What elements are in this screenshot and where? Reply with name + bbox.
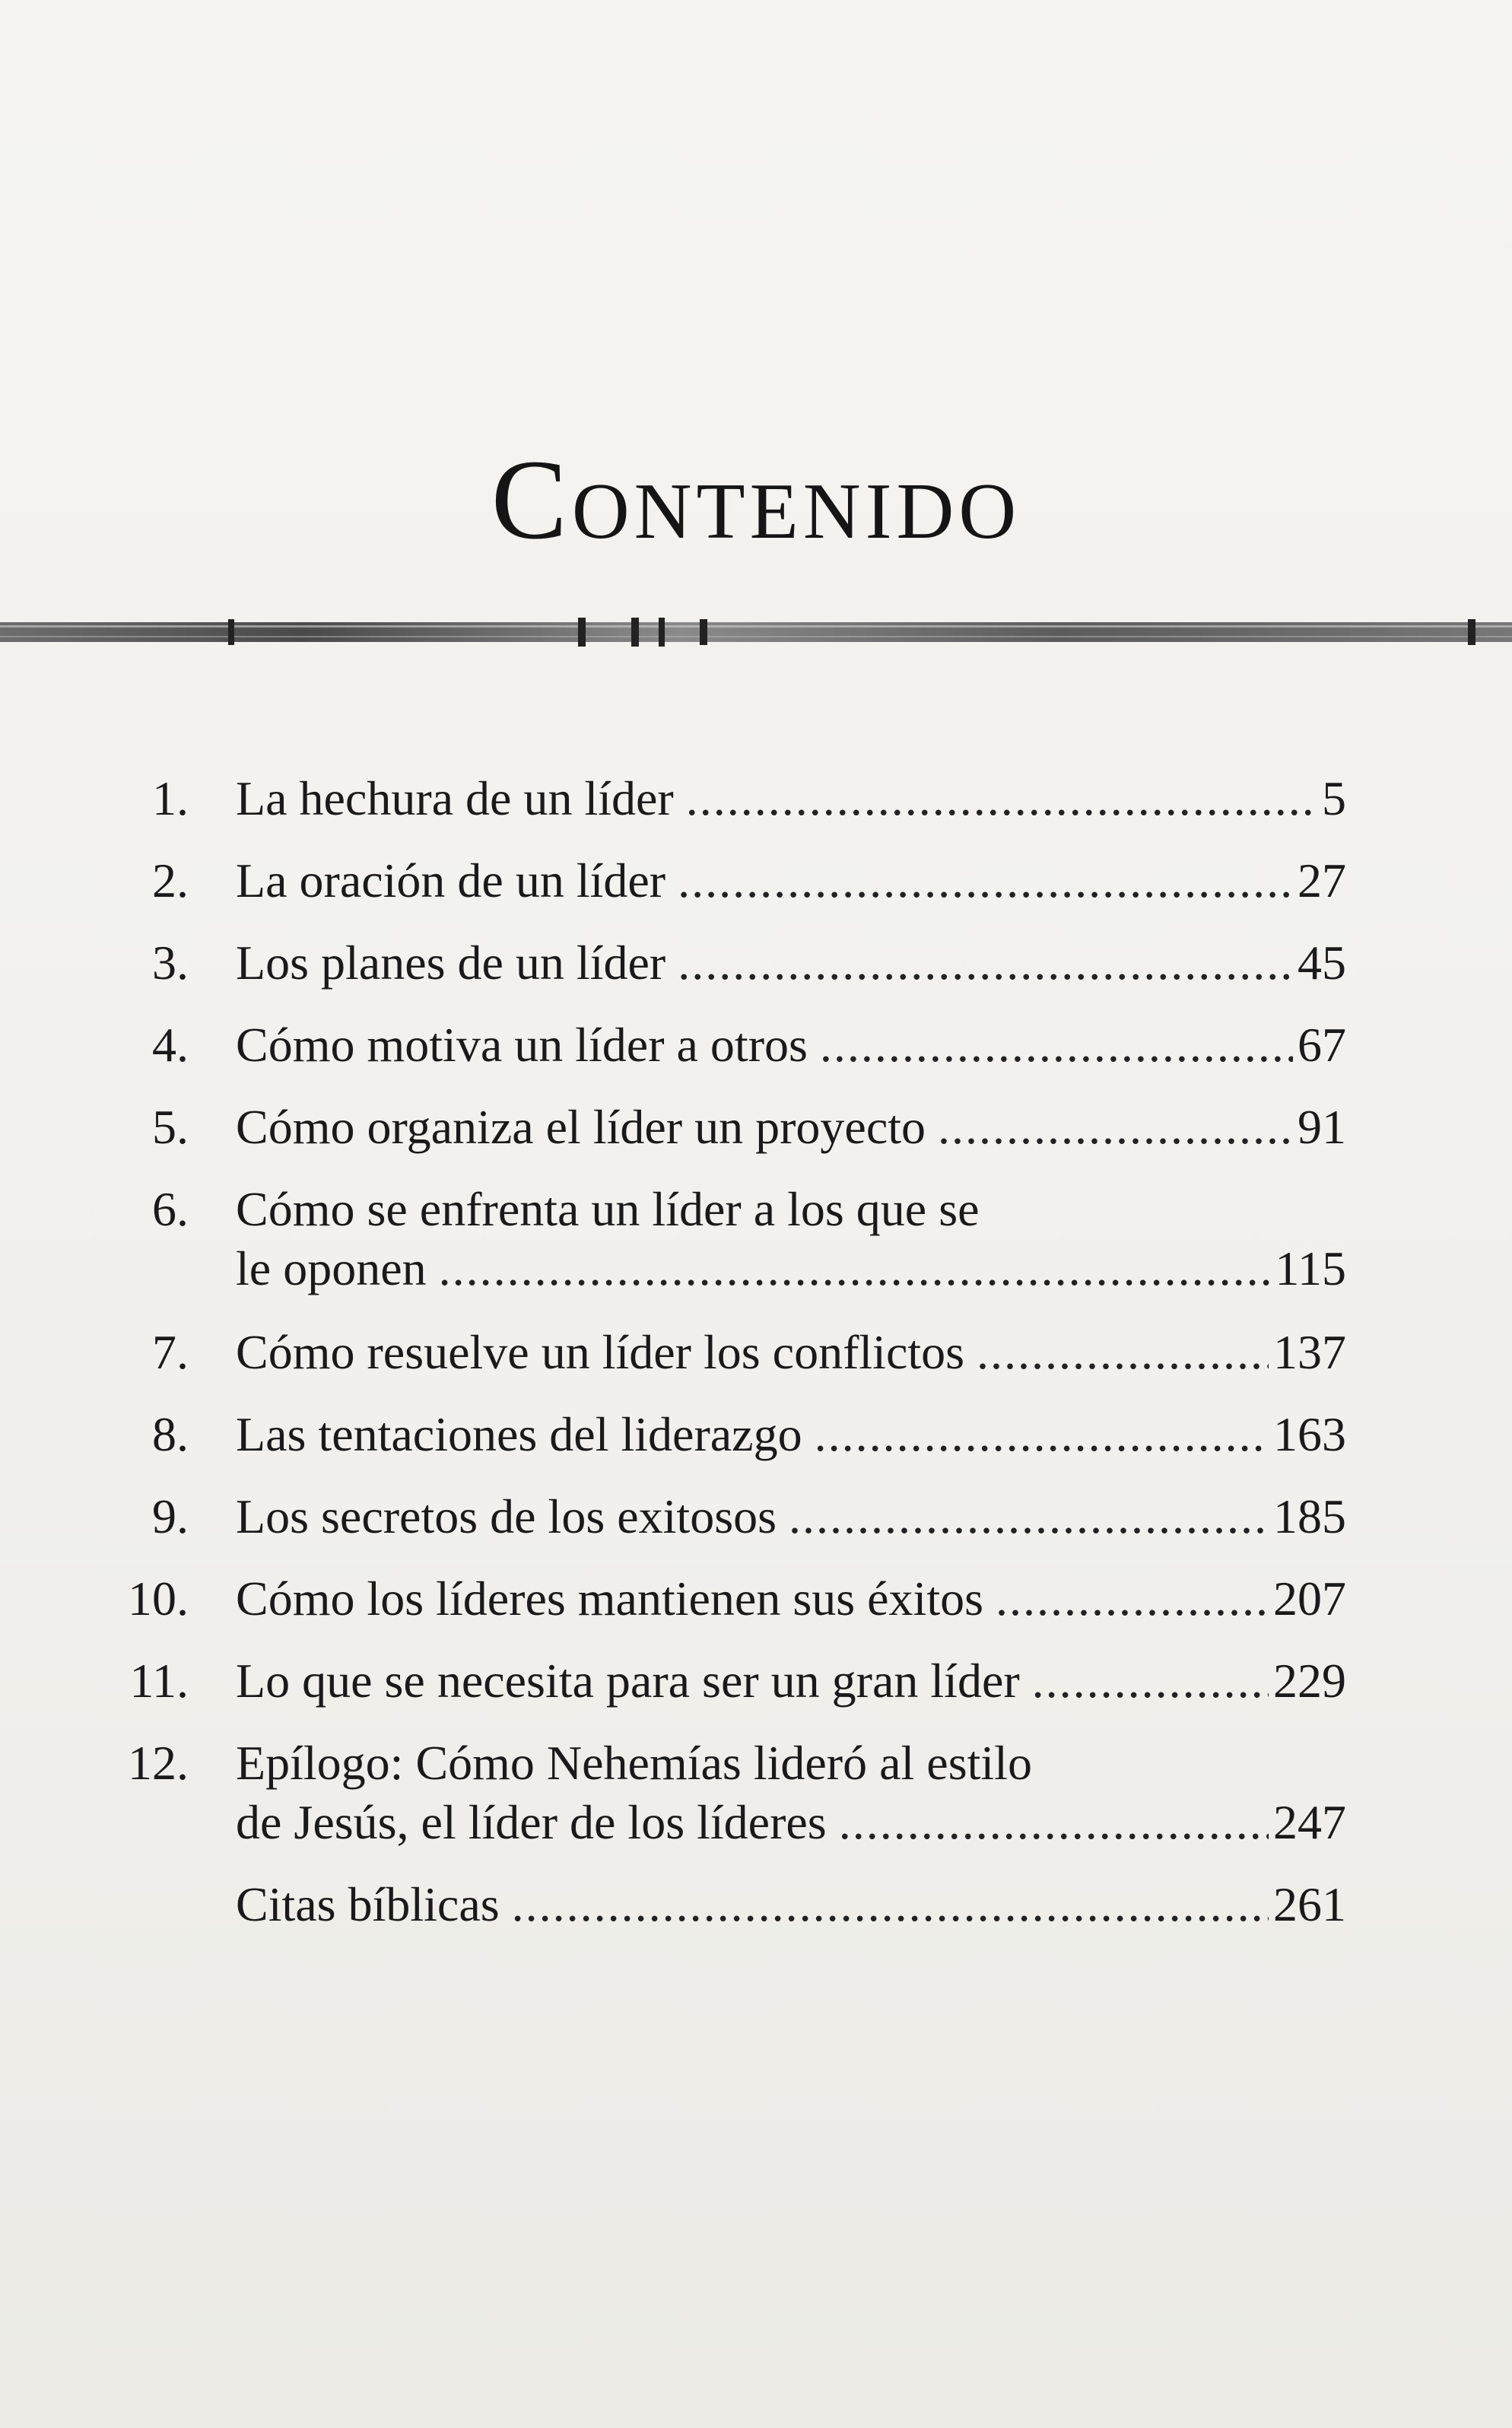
chapter-number: 3. [152, 936, 189, 990]
chapter-title: Cómo organiza el líder un proyecto [236, 1100, 926, 1154]
chapter-title: La hechura de un líder [236, 771, 674, 825]
leader-dots [839, 1792, 1269, 1853]
page-number: 261 [1273, 1877, 1346, 1931]
chapter-number: 11. [129, 1654, 189, 1708]
page-number: 45 [1298, 936, 1346, 990]
page-number: 27 [1298, 853, 1346, 907]
chapter-title: le oponen [236, 1241, 427, 1295]
leader-dots [1032, 1651, 1269, 1711]
page-number: 115 [1275, 1241, 1346, 1295]
chapter-title: de Jesús, el líder de los líderes [236, 1795, 827, 1849]
chapter-number: 5. [152, 1100, 189, 1154]
chapter-number: 7. [152, 1325, 189, 1379]
page-number: 229 [1273, 1654, 1346, 1708]
page-number: 207 [1273, 1572, 1346, 1626]
chapter-number: 4. [152, 1018, 189, 1072]
decorative-rule [0, 615, 1512, 648]
page-number: 163 [1273, 1407, 1346, 1461]
chapter-number: 1. [152, 771, 189, 825]
chapter-title: La oración de un líder [236, 853, 666, 907]
chapter-title: Cómo resuelve un líder los conflictos [236, 1325, 965, 1379]
chapter-number: 2. [152, 853, 189, 907]
leader-dots [678, 850, 1293, 911]
leader-dots [977, 1322, 1269, 1383]
chapter-number: 12. [128, 1736, 189, 1790]
leader-dots [815, 1404, 1269, 1465]
chapter-title: Cómo motiva un líder a otros [236, 1018, 808, 1072]
chapter-number: 6. [152, 1182, 189, 1236]
page-number: 247 [1273, 1795, 1346, 1849]
leader-dots [938, 1097, 1293, 1158]
chapter-number: 9. [152, 1489, 189, 1543]
chapter-title: Las tentaciones del liderazgo [236, 1407, 802, 1461]
page-number: 5 [1322, 771, 1346, 825]
chapter-title: Lo que se necesita para ser un gran líder [236, 1654, 1020, 1708]
chapter-title: Citas bíblicas [236, 1877, 500, 1931]
chapter-title-line1: Epílogo: Cómo Nehemías lideró al estilo [236, 1736, 1032, 1790]
page-title: Contenido [491, 436, 1021, 563]
leader-dots [512, 1874, 1269, 1935]
leader-dots [678, 933, 1293, 993]
page-number: 185 [1273, 1489, 1346, 1543]
chapter-title: Cómo los líderes mantienen sus éxitos [236, 1572, 983, 1626]
chapter-title-line1: Cómo se enfrenta un líder a los que se [236, 1182, 980, 1236]
chapter-title: Los planes de un líder [236, 936, 666, 990]
page-number: 91 [1298, 1100, 1346, 1154]
leader-dots [686, 768, 1317, 829]
chapter-title: Los secretos de los exitosos [236, 1489, 777, 1543]
leader-dots [789, 1486, 1269, 1547]
chapter-number: 8. [152, 1407, 189, 1461]
chapter-number: 10. [128, 1572, 189, 1626]
page-number: 137 [1273, 1325, 1346, 1379]
leader-dots [996, 1568, 1269, 1629]
leader-dots [439, 1238, 1271, 1299]
leader-dots [820, 1015, 1293, 1076]
page-number: 67 [1298, 1018, 1346, 1072]
